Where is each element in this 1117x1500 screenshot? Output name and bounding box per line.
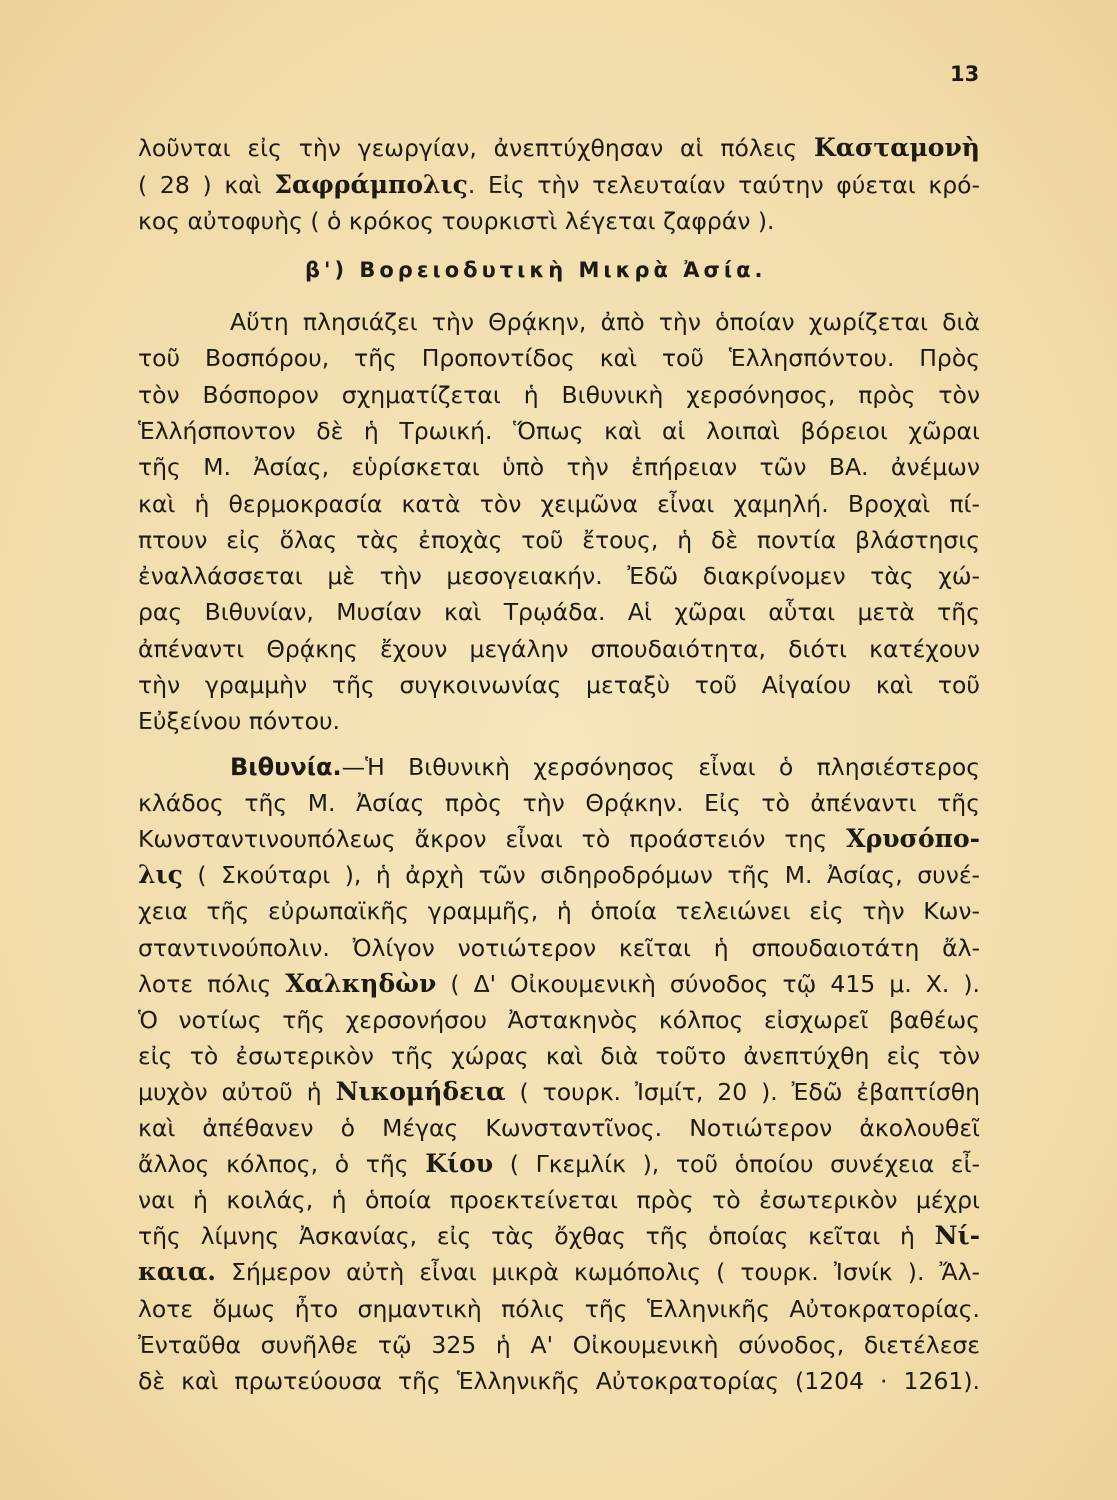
text-line xyxy=(138,706,980,736)
text-line xyxy=(138,1221,980,1251)
text-run: λοτε ὅμως ἦτο σημαντικὴ πόλις τῆς Ἑλληνικῆς Αὐτοκρατορίας. xyxy=(138,1294,980,1323)
text-line xyxy=(138,1005,980,1035)
text-run: Ὁ νοτίως τῆς χερσονήσου Ἀστακηνὸς κόλπος εἰσχωρεῖ βαθέως xyxy=(138,1005,980,1034)
text-run: τὴν γραμμὴν τῆς συγκοινωνίας μεταξὺ τοῦ Αἰγαίου καὶ τοῦ xyxy=(138,671,980,699)
text-line xyxy=(138,1257,980,1287)
bold-place-name: Νί- xyxy=(934,1221,980,1251)
text-line xyxy=(138,1185,980,1215)
text-run: Εὐξείνου πόντου. xyxy=(138,707,341,736)
text-line xyxy=(138,343,980,373)
text-run: ἀπέναντι Θρᾴκης ἔχουν μεγάλην σπουδαιότητα, διότι κατέχουν xyxy=(138,634,980,663)
text-run: πτουν εἰς ὅλας τὰς ἐποχὰς τοῦ ἔτους, ἡ δὲ ποντία βλάστησις xyxy=(138,525,980,554)
text-line xyxy=(138,1294,980,1324)
text-line xyxy=(138,788,980,818)
text-line xyxy=(138,824,980,854)
text-run: ναι ἡ κοιλάς, ἡ ὁποία προεκτείνεται πρὸς τὸ ἐσωτερικὸν μέχρι xyxy=(138,1186,980,1215)
text-line xyxy=(138,1366,980,1396)
text-line xyxy=(138,416,980,446)
text-line xyxy=(138,969,980,999)
section-heading: β') Βορειοδυτικὴ Μικρὰ Ἀσία. xyxy=(305,258,767,282)
bold-place-name: Κίου xyxy=(425,1149,494,1179)
text-run: Ἐνταῦθα συνῆλθε τῷ 325 ἡ Α' Οἰκουμενικὴ σύνοδος, διετέλεσε xyxy=(138,1330,980,1359)
text-line xyxy=(138,1330,980,1360)
text-run: δὲ καὶ πρωτεύουσα τῆς Ἑλληνικῆς Αὐτοκρατορίας (1204 · 1261). xyxy=(138,1366,980,1395)
text-line xyxy=(138,133,980,163)
text-run: μυχὸν αὐτοῦ ἡ xyxy=(138,1077,336,1106)
bold-place-name: Κασταμονὴ xyxy=(814,133,980,162)
text-line xyxy=(138,1149,980,1179)
bold-place-name: Χρυσόπο- xyxy=(846,824,980,854)
text-run: —Ἡ Βιθυνικὴ χερσόνησος εἶναι ὁ πλησιέστερος xyxy=(341,753,980,781)
text-run: Αὕτη πλησιάζει τὴν Θρᾴκην, ἀπὸ τὴν ὁποίαν χωρίζεται διὰ xyxy=(230,308,980,336)
text-line xyxy=(138,206,980,236)
text-line xyxy=(138,380,980,410)
text-run: τὸν Βόσπορον σχηματίζεται ἡ Βιθυνικὴ χερσόνησος, πρὸς τὸν xyxy=(138,380,980,409)
text-line xyxy=(138,561,980,591)
bold-place-name: Σαφράμπολις xyxy=(274,169,468,199)
text-line xyxy=(138,1077,980,1107)
text-line xyxy=(138,170,980,200)
text-line xyxy=(138,896,980,926)
bold-place-name: καια. xyxy=(138,1257,217,1287)
text-run: ( Δ' Οἰκουμενικὴ σύνοδος τῷ 415 μ. Χ. ). xyxy=(436,969,980,998)
text-run: κος αὐτοφυὴς ( ὁ κρόκος τουρκιστὶ λέγεται ζαφράν ). xyxy=(138,207,775,235)
text-line xyxy=(230,307,980,337)
text-line xyxy=(138,670,980,700)
text-run: χεια τῆς εὐρωπαϊκῆς γραμμῆς, ἡ ὁποία τελειώνει εἰς τὴν Κων- xyxy=(138,897,980,926)
text-line xyxy=(230,752,980,782)
text-run: εἰς τὸ ἐσωτερικὸν τῆς χώρας καὶ διὰ τοῦτο ἀνεπτύχθη εἰς τὸν xyxy=(138,1041,980,1070)
text-run: Κωνσταντινουπόλεως ἄκρον εἶναι τὸ προάστειόν της xyxy=(138,825,847,854)
text-run: ἐναλλάσσεται μὲ τὴν μεσογειακήν. Ἐδῶ διακρίνομεν τὰς χώ- xyxy=(138,562,980,591)
text-run: καὶ ἡ θερμοκρασία κατὰ τὸν χειμῶνα εἶναι χαμηλή. Βροχαὶ πί- xyxy=(138,489,980,518)
text-run: σταντινούπολιν. Ὀλίγον νοτιώτερον κεῖται ἡ σπουδαιοτάτη ἄλ- xyxy=(138,933,980,962)
page-number: 13 xyxy=(950,62,980,86)
text-run: λοῦνται εἰς τὴν γεωργίαν, ἀνεπτύχθησαν αἱ πόλεις xyxy=(138,134,815,162)
bold-place-name: Βιθυνία. xyxy=(230,753,342,781)
text-run: ( τουρκ. Ἰσμίτ, 20 ). Ἐδῶ ἐβαπτίσθη xyxy=(505,1077,980,1106)
bold-place-name: Νικομήδεια xyxy=(335,1076,506,1106)
text-line xyxy=(138,1041,980,1071)
text-run: κλάδος τῆς Μ. Ἀσίας πρὸς τὴν Θρᾴκην. Εἰς τὸ ἀπέναντι τῆς xyxy=(138,789,980,818)
text-line xyxy=(138,933,980,963)
text-run: . Εἰς τὴν τελευταίαν ταύτην φύεται κρό- xyxy=(467,170,980,199)
text-run: Ἑλλήσποντον δὲ ἡ Τρωική. Ὅπως καὶ αἱ λοιπαὶ βόρειοι χῶραι xyxy=(138,416,980,445)
text-run: ρας Βιθυνίαν, Μυσίαν καὶ Τρῳάδα. Αἱ χῶραι αὗται μετὰ τῆς xyxy=(138,598,980,627)
text-run: ( Σκούταρι ), ἡ ἀρχὴ τῶν σιδηροδρόμων τῆς Μ. Ἀσίας, συνέ- xyxy=(182,861,980,890)
text-line xyxy=(138,860,980,890)
text-line xyxy=(138,452,980,482)
bold-place-name: Χαλκηδὼν xyxy=(285,968,437,998)
text-line xyxy=(138,634,980,664)
text-line xyxy=(138,489,980,519)
text-line xyxy=(138,1113,980,1143)
text-run: καὶ ἀπέθανεν ὁ Μέγας Κωνσταντῖνος. Νοτιώτερον ἀκολουθεῖ xyxy=(138,1114,980,1142)
text-line xyxy=(138,525,980,555)
text-run: τῆς λίμνης Ἀσκανίας, εἰς τὰς ὄχθας τῆς ὁποίας κεῖται ἡ xyxy=(138,1222,935,1251)
text-run: Σήμερον αὐτὴ εἶναι μικρὰ κωμόπολις ( τουρκ. Ἰσνίκ ). Ἄλ- xyxy=(216,1258,980,1287)
text-run: ἄλλος κόλπος, ὁ τῆς xyxy=(138,1150,426,1179)
text-run: λοτε πόλις xyxy=(138,969,286,998)
text-line xyxy=(138,597,980,627)
text-run: ( 28 ) καὶ xyxy=(138,170,275,199)
bold-place-name: λις xyxy=(138,860,183,890)
text-run: τῆς Μ. Ἀσίας, εὑρίσκεται ὑπὸ τὴν ἐπήρειαν τῶν ΒΑ. ἀνέμων xyxy=(138,453,980,482)
text-run: τοῦ Βοσπόρου, τῆς Προποντίδος καὶ τοῦ Ἑλλησπόντου. Πρὸς xyxy=(138,344,980,373)
text-run: ( Γκεμλίκ ), τοῦ ὁποίου συνέχεια εἶ- xyxy=(493,1150,980,1179)
